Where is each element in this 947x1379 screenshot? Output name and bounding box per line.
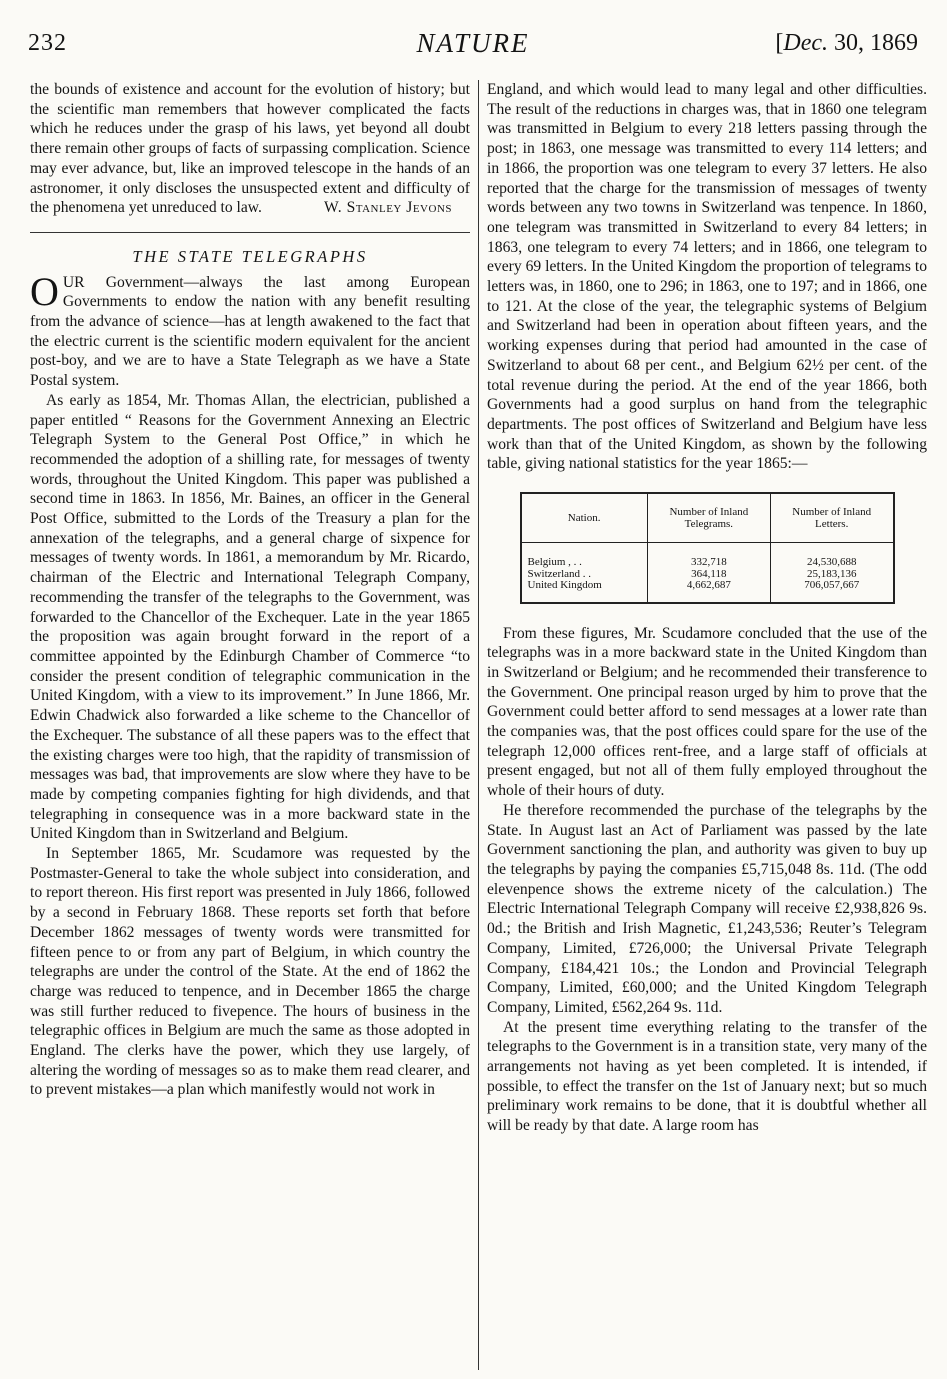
table-cell-nation: United Kingdom — [521, 580, 648, 603]
right-column — [487, 80, 927, 1136]
table-cell-nation: Switzerland . . — [521, 569, 648, 581]
intro-paragraph: the bounds of existence and account for the evolution of history; but the scientific man remembers that however complicated the facts which he reduces under the grasp of his laws, yet beyond all doubt there remain other groups of facts of surpassing complication. Science may ever advance, but, like an improved telescope in the hands of an astronomer, it only discloses the unsuspected extent and difficulty of the phenomena yet unreduced to law. — [30, 81, 470, 217]
article-paragraph-2: As early as 1854, Mr. Thomas Allan, the electrician, published a paper entitled “ Reasons for the Government Annexing an Electric Telegraph System to the General Post Office,” in which he recommended the adoption of a shilling rate, for messages of twenty words, throughout the United Kingdom. This paper was published a second time in 1863. In 1856, Mr. Baines, an officer in the General Post Office, submitted to the Lords of the Treasury a plan for the annexation of the telegraphs, and a general charge of sixpence for messages of twenty words. In 1861, a memorandum by Mr. Ricardo, chairman of the Electric and International Telegraph Company, recommending the transfer of the telegraphs to the Government, was forwarded to the Chancellor of the Exchequer. Late in the year 1865 the proposition was again brought forward in the report of a committee appointed by the Edinburgh Chamber of Commerce “to consider the present condition of telegraphic communication in the United Kingdom, with a view to its improvement.” In June 1866, Mr. Edwin Chadwick also forwarded a like scheme to the Chancellor of the Exchequer. The substance of all these papers was to the effect that the existing charges were too high, that the rapidity of transmission of messages was bad, that improvements are slow where they have to be made by competing companies fighting for high dividends, and that telegraphing in consequence was in a more backward state in the United Kingdom than in Switzerland and Belgium. — [30, 391, 470, 843]
article-paragraph-1-text: UR Government—always the last among European Governments to endow the nation with any benefit resulting from the advance of science—has at length awakened to the fact that the electric current is the scientific modern equivalent for the ancient post-boy, and we are to have a State Telegraph as we have a State Postal system. — [30, 273, 470, 390]
table-cell-telegrams: 4,662,687 — [647, 580, 770, 603]
table-header-telegrams: Number of Inland Telegrams. — [647, 493, 770, 543]
issue-date — [775, 30, 918, 57]
section-divider — [30, 232, 470, 233]
table-cell-telegrams: 332,718 — [647, 543, 770, 569]
table-cell-letters: 24,530,688 — [806, 556, 857, 569]
date-month: Dec. — [783, 30, 828, 56]
continued-paragraph: England, and which would lead to many legal and other difficulties. The result of the reductions in charges was, that in 1860 one telegram was transmitted in Belgium to every 218 letters passing through the post; in 1863, one message was transmitted to every 114 letters; and in 1866, the proportion was one telegram to every 37 letters. He also reported that the charge for the transmission of messages of twenty words between any two towns in Switzerland was tenpence. In 1860, one telegram was transmitted in Switzerland to every 84 letters; in 1863, one telegram to every 74 letters; and in 1866, one telegram to every 69 letters. In the United Kingdom the proportion of telegrams to letters was, in 1860, one to 296; in 1863, one to 197; and in 1866, one to 121. At the close of the year, the telegraphic systems of Belgium and Switzerland had been in operation about fifteen years, and the working expenses during that period had amounted in the case of Switzerland to about 68 per cent., and Belgium 62½ per cent. of the total revenue during the period. At the end of the year 1866, both Governments had a good surplus on hand from the telegraphic departments. The post offices of Switzerland and Belgium have less work than that of the United Kingdom, as shown by the following table, giving national statistics for the year 1865:— — [487, 81, 927, 473]
drop-cap: O — [30, 268, 59, 314]
signature-text: W. Stanley Jevons — [324, 199, 452, 217]
article-paragraph-6: At the present time everything relating to the transfer of the telegraphs to the Government is in a transition state, very many of the arrangements not having as yet been completed. It is intended, if possible, to effect the transfer on the 1st of January next; but so much preliminary work remains to be done, that it is doubtful whether all will be ready by that date. A large room has — [487, 1018, 927, 1135]
table-cell-letters: 25,183,136 — [806, 567, 857, 580]
statistics-table — [520, 492, 895, 604]
table-cell-nation: Belgium , . . — [521, 543, 648, 569]
section-title: THE STATE TELEGRAPHS — [132, 246, 368, 266]
table-row — [521, 543, 894, 569]
table-cell-telegrams: 364,118 — [647, 569, 770, 581]
table-header-row — [521, 493, 894, 543]
table-header-letters: Number of Inland Letters. — [770, 493, 893, 543]
journal-title: NATURE — [416, 28, 530, 58]
column-divider — [478, 80, 479, 1370]
date-rest: 30, 1869 — [828, 30, 918, 56]
article-paragraph-5: He therefore recommended the purchase of the telegraphs by the State. In August last an Act of Parliament was passed by the late Government sanctioning the plan, and authority was given to buy up the telegraphs by paying the companies £5,715,048 8s. 11d. (The odd elevenpence shows the extreme nicety of the calculation.) The Electric International Telegraph Company will receive £2,938,826 9s. 0d.; the British and Irish Magnetic, £1,243,536; Reuter’s Telegram Company, Limited, £726,000; the Universal Private Telegraph Company, £184,421 10s.; the London and Provincial Telegraph Company, Limited, £60,000; and the United Kingdom Telegraph Company, Limited, £562,264 9s. 11d. — [487, 801, 927, 1016]
page-header — [28, 30, 918, 70]
date-bracket: [ — [775, 30, 784, 56]
page-number: 232 — [28, 30, 67, 56]
article-paragraph-1 — [30, 268, 470, 391]
article-paragraph-4: From these figures, Mr. Scudamore concluded that the use of the telegraphs was in a more backward state in the United Kingdom than in Switzerland or Belgium; and he recommended their transference to the Government. One principal reason urged by him to prove that the Government could better afford to send messages at a lower rate than the companies was, that the post offices could spare for the use of the telegraph 12,000 offices rent-free, and a large staff of officials at present engaged, but not all of them fully employed throughout the whole of their hours of duty. — [487, 624, 927, 800]
table-row — [521, 580, 894, 603]
article-paragraph-3: In September 1865, Mr. Scudamore was requested by the Postmaster-General to take the whole subject into consideration, and to report thereon. His first report was presented in July 1866, followed by a second in February 1868. These reports set forth that before December 1862 messages of twenty words were transmitted for fifteen pence to or from any part of Belgium, in which country the telegraphs are under the control of the State. At the end of 1862 the charge was reduced to tenpence, and in December 1865 the charge was still further reduced to fivepence. The hours of business in the telegraphic offices in Belgium are much the same as those adopted in England. The clerks have the power, which they use largely, of altering the wording of messages so as to make them read clearer, and to prevent mistakes—a plan which manifestly would not work in — [30, 845, 470, 1099]
left-column — [30, 80, 470, 1100]
table-header-nation: Nation. — [521, 493, 648, 543]
table-cell-letters: 706,057,667 — [804, 579, 860, 592]
